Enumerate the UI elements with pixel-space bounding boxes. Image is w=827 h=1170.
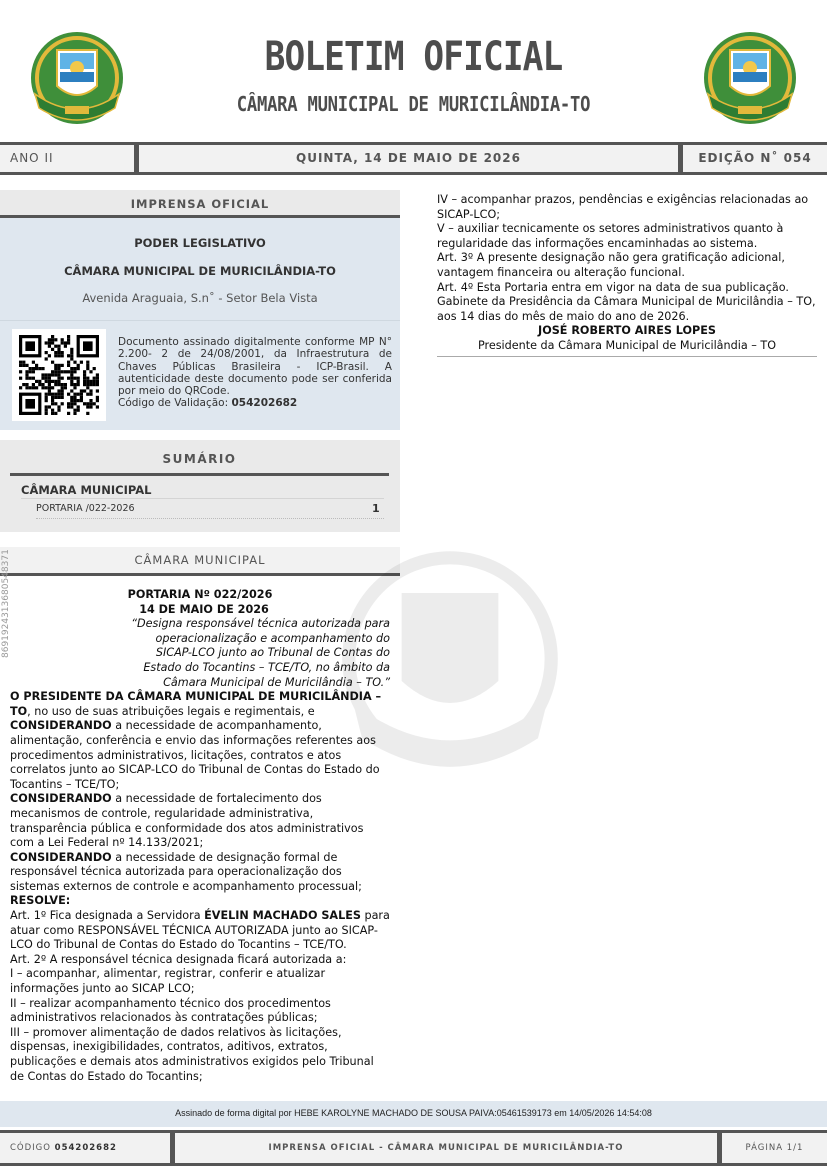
divider	[36, 518, 384, 519]
signer-name: JOSÉ ROBERTO AIRES LOPES	[538, 324, 716, 338]
considerando-2	[10, 792, 390, 850]
portaria-ementa: “Designa responsável técnica autorizada para operacionalização e acompanhamento do SICAP-LCO junto ao Tribunal de Contas do Estado do Tocantins – TCE/TO, no âmbito da Câmara Municipal de Muricilândia – TO.”	[131, 617, 390, 689]
art1-name: ÉVELIN MACHADO SALES	[204, 909, 361, 923]
page-header	[0, 0, 827, 142]
summary-item-label[interactable]: PORTARIA /022-2026	[36, 503, 135, 514]
article-2: Art. 2º A responsável técnica designada ficará autorizada a:	[10, 952, 347, 966]
coat-of-arms-right-icon	[700, 28, 800, 128]
portaria-continuation	[437, 193, 817, 357]
portaria-date: 14 DE MAIO DE 2026	[139, 602, 269, 616]
inciso-3: III – promover alimentação de dados relativos às licitações, dispensas, inexigibilidades, contratos, aditivos, extratos, publicações e demais atos administrativos exigidos pelo Tribunal de Contas do Estado do Tocantins;	[10, 1025, 374, 1083]
resolve-label	[10, 894, 390, 909]
article-3: Art. 3º A presente designação não gera gratificação adicional, vantagem financeira ou alteração funcional.	[437, 251, 785, 279]
article-4: Art. 4º Esta Portaria entra em vigor na data de sua publicação.	[437, 280, 789, 294]
considerando-1-text: a necessidade de acompanhamento, alimentação, conferência e envio das informações referentes aos procedimentos administrativos, licitações, contratos e atos correlatos junto ao SICAP-LCO do Tribunal de Contas do Estado do Tocantins – TCE/TO;	[10, 719, 380, 791]
bulletin-subtitle: CÂMARA MUNICIPAL DE MURICILÂNDIA-TO	[236, 92, 591, 116]
imprensa-heading: IMPRENSA OFICIAL	[0, 190, 400, 218]
signature-text: Documento assinado digitalmente conforme MP N° 2.200- 2 de 24/08/2001, da Infraestrutura de Chaves Públicas Brasileira - ICP-Brasil. A autenticidade deste documento pode ser conferida por meio do QRCode.	[118, 336, 392, 398]
bulletin-title: BOLETIM OFICIAL	[264, 34, 563, 80]
page-footer	[0, 1130, 827, 1166]
resolve-text: RESOLVE:	[10, 894, 71, 908]
footer-code-label: CÓDIGO	[10, 1143, 51, 1153]
inciso-2: II – realizar acompanhamento técnico dos procedimentos administrativos relacionados às contratações públicas;	[10, 996, 331, 1025]
considerando-3	[10, 851, 390, 895]
intro-rest: , no uso de suas atribuições legais e regimentais, e	[27, 704, 315, 718]
considerando-label: CONSIDERANDO	[10, 719, 112, 733]
footer-code	[0, 1133, 170, 1163]
considerando-1	[10, 719, 390, 792]
footer-publisher: IMPRENSA OFICIAL - CÂMARA MUNICIPAL DE MURICILÂNDIA-TO	[170, 1133, 717, 1163]
portaria-heading	[10, 588, 390, 617]
closing-paragraph: Gabinete da Presidência da Câmara Municipal de Muricilândia – TO, aos 14 dias do mês de maio do ano de 2026.	[437, 295, 816, 323]
edition-info-bar	[0, 142, 827, 175]
inciso-5: V – auxiliar tecnicamente os setores administrativos quanto à regularidade das informações encaminhadas ao sistema.	[437, 222, 784, 250]
summary-item-page[interactable]: 1	[372, 502, 380, 515]
art1-pre: Art. 1º Fica designada a Servidora	[10, 909, 205, 923]
summary-heading: SUMÁRIO	[10, 440, 389, 476]
divider	[0, 320, 400, 321]
considerando-label: CONSIDERANDO	[10, 850, 112, 864]
qr-code-graphic	[18, 335, 100, 415]
camara-address: Avenida Araguaia, S.n˚ - Setor Bela Vista	[82, 291, 318, 305]
validation-code: 054202682	[231, 397, 298, 410]
imprensa-oficial-panel	[0, 190, 400, 430]
summary-section-title: CÂMARA MUNICIPAL	[21, 483, 152, 497]
intro-bold: O PRESIDENTE DA CÂMARA MUNICIPAL DE MURICILÂNDIA – TO	[10, 690, 382, 718]
year-label: ANO II	[10, 151, 54, 165]
portaria-body	[10, 588, 390, 1084]
divider	[21, 498, 384, 499]
considerando-3-text: a necessidade de designação formal de responsável técnica autorizada para operacionalização dos sistemas externos de controle e acompanhamento processual;	[10, 850, 362, 893]
art1-post: para atuar como RESPONSÁVEL TÉCNICA AUTORIZADA junto ao SICAP-LCO do Tribunal de Contas do Estado do Tocantins – TCE/TO.	[10, 909, 390, 952]
summary-panel	[0, 440, 400, 532]
validation-label: Código de Validação:	[118, 397, 229, 410]
article-1	[10, 909, 390, 953]
signer-role: Presidente da Câmara Municipal de Muricilândia – TO	[437, 339, 817, 357]
edition-number: EDIÇÃO N˚ 054	[678, 145, 827, 172]
portaria-title: PORTARIA Nº 022/2026	[127, 588, 273, 601]
considerando-2-text: a necessidade de fortalecimento dos mecanismos de controle, regularidade administrativa, transparência pública e conformidade dos atos administrativos com a Lei Federal nº 14.133/2021;	[10, 792, 364, 850]
footer-code-value: 054202682	[54, 1143, 117, 1153]
inciso-1: I – acompanhar, alimentar, registrar, conferir e atualizar informações junto ao SICAP LCO;	[10, 967, 326, 996]
poder-legislativo-label: PODER LEGISLATIVO	[134, 236, 266, 250]
vertical-document-code: 8691924313680548371	[1, 549, 11, 658]
footer-page-number: PÁGINA 1/1	[717, 1133, 827, 1163]
intro-paragraph	[10, 690, 390, 719]
digital-signature-notice	[118, 336, 392, 410]
camara-name: CÂMARA MUNICIPAL DE MURICILÂNDIA-TO	[64, 264, 336, 278]
digital-signature-bar: Assinado de forma digital por HEBE KAROLYNE MACHADO DE SOUSA PAIVA:05461539173 em 14/05/2026 14:54:08	[0, 1101, 827, 1127]
edition-date: QUINTA, 14 DE MAIO DE 2026	[134, 145, 678, 172]
qr-code-icon[interactable]	[12, 329, 106, 421]
section-heading-camara: CÂMARA MUNICIPAL	[0, 547, 400, 576]
considerando-label: CONSIDERANDO	[10, 792, 112, 806]
inciso-4: IV – acompanhar prazos, pendências e exigências relacionadas ao SICAP-LCO;	[437, 193, 809, 221]
